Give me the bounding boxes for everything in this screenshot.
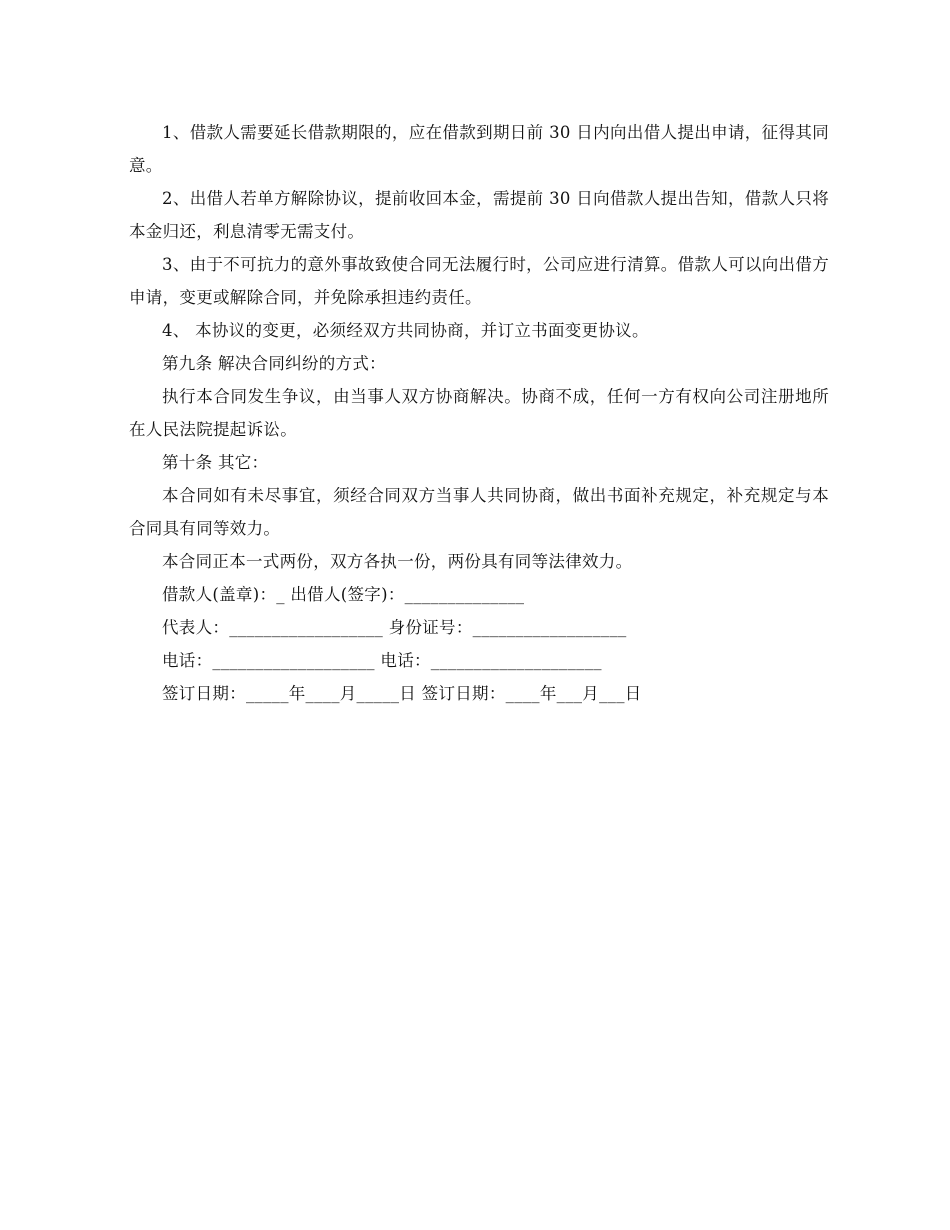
signature-line-parties: 借款人(盖章)：_ 出借人(签字)：______________: [162, 585, 525, 604]
article-10-text: 本合同如有未尽事宜，须经合同双方当事人共同协商，做出书面补充规定，补充规定与本合同具有同等效力。: [129, 486, 829, 538]
copies-statement: 本合同正本一式两份，双方各执一份，两份具有同等法律效力。: [162, 552, 633, 571]
document-body: [129, 116, 829, 710]
clause-amendment: 4、 本协议的变更，必须经双方共同协商，并订立书面变更协议。: [162, 321, 649, 340]
article-10-heading: 第十条 其它：: [162, 453, 269, 472]
article-9-heading: 第九条 解决合同纠纷的方式：: [162, 354, 386, 373]
signature-line-phone: 电话：___________________ 电话：____________________: [162, 651, 602, 670]
signature-line-date: 签订日期：_____年____月_____日 签订日期：____年___月___日: [162, 684, 642, 703]
clause-early-termination: 2、出借人若单方解除协议，提前收回本金，需提前 30 日向借款人提出告知，借款人只将本金归还，利息清零无需支付。: [129, 189, 829, 241]
signature-line-representative: 代表人：__________________ 身份证号：__________________: [162, 618, 627, 637]
clause-force-majeure: 3、由于不可抗力的意外事故致使合同无法履行时，公司应进行清算。借款人可以向出借方申请，变更或解除合同，并免除承担违约责任。: [129, 255, 829, 307]
article-9-text: 执行本合同发生争议，由当事人双方协商解决。协商不成，任何一方有权向公司注册地所在人民法院提起诉讼。: [129, 387, 829, 439]
clause-extend-term: 1、借款人需要延长借款期限的，应在借款到期日前 30 日内向出借人提出申请，征得其同意。: [129, 123, 829, 175]
